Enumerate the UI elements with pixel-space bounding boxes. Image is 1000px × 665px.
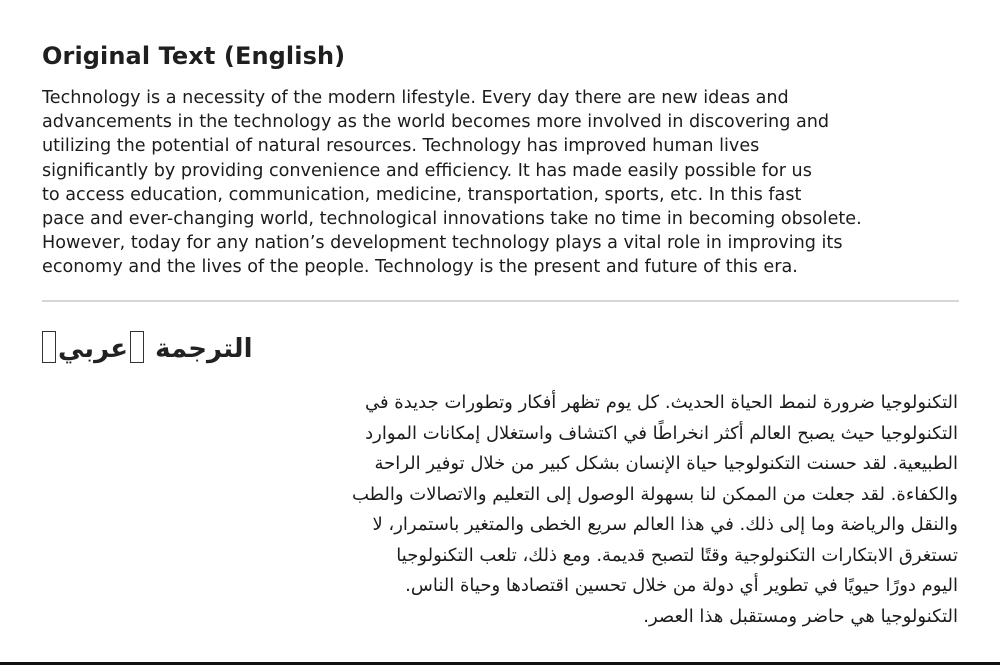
english-paragraph — [42, 86, 942, 280]
missing-glyph-box — [130, 331, 144, 363]
arabic-line: تستغرق الابتكارات التكنولوجية وقتًا لتصبح قديمة. ومع ذلك، تلعب التكنولوجيا — [396, 544, 958, 566]
english-line: significantly by providing convenience and efficiency. It has made easily possible for us — [42, 160, 812, 181]
arabic-line: والكفاءة. لقد جعلت من الممكن لنا بسهولة الوصول إلى التعليم والاتصالات والطب — [351, 483, 958, 505]
arabic-section-title — [40, 331, 252, 364]
arabic-title-word-2: عربي — [58, 334, 129, 364]
arabic-line: التكنولوجيا هي حاضر ومستقبل هذا العصر. — [643, 605, 958, 627]
arabic-line: اليوم دورًا حيويًا في تطوير أي دولة من خلال تحسين اقتصادها وحياة الناس. — [405, 575, 958, 596]
missing-glyph-box — [42, 331, 56, 363]
arabic-title-word-1: الترجمة — [155, 334, 253, 364]
english-line: utilizing the potential of natural resources. Technology has improved human lives — [42, 136, 760, 157]
english-line: Technology is a necessity of the modern lifestyle. Every day there are new ideas and — [42, 88, 789, 108]
english-line: pace and ever-changing world, technological innovations take no time in becoming obsolete. — [42, 209, 862, 230]
arabic-line: التكنولوجيا حيث يصبح العالم أكثر انخراطًا في اكتشاف واستغلال إمكانات الموارد — [365, 422, 958, 444]
section-divider — [42, 300, 959, 302]
arabic-line: الطبيعية. لقد حسنت التكنولوجيا حياة الإنسان بشكل كبير من خلال توفير الراحة — [374, 453, 958, 474]
english-line: advancements in the technology as the world becomes more involved in discovering and — [42, 112, 830, 133]
english-line: However, today for any nation’s development technology plays a vital role in improving its — [42, 233, 843, 254]
arabic-paragraph — [278, 388, 958, 632]
english-section-title: Original Text (English) — [42, 42, 346, 70]
arabic-line: التكنولوجيا ضرورة لنمط الحياة الحديث. كل يوم تظهر أفكار وتطورات جديدة في — [364, 392, 958, 413]
english-line: economy and the lives of the people. Technology is the present and future of this era. — [42, 257, 798, 278]
english-line: to access education, communication, medicine, transportation, sports, etc. In this fast — [42, 184, 802, 205]
arabic-line: والنقل والرياضة وما إلى ذلك. في هذا العالم سريع الخطى والمتغير باستمرار، لا — [372, 514, 958, 535]
